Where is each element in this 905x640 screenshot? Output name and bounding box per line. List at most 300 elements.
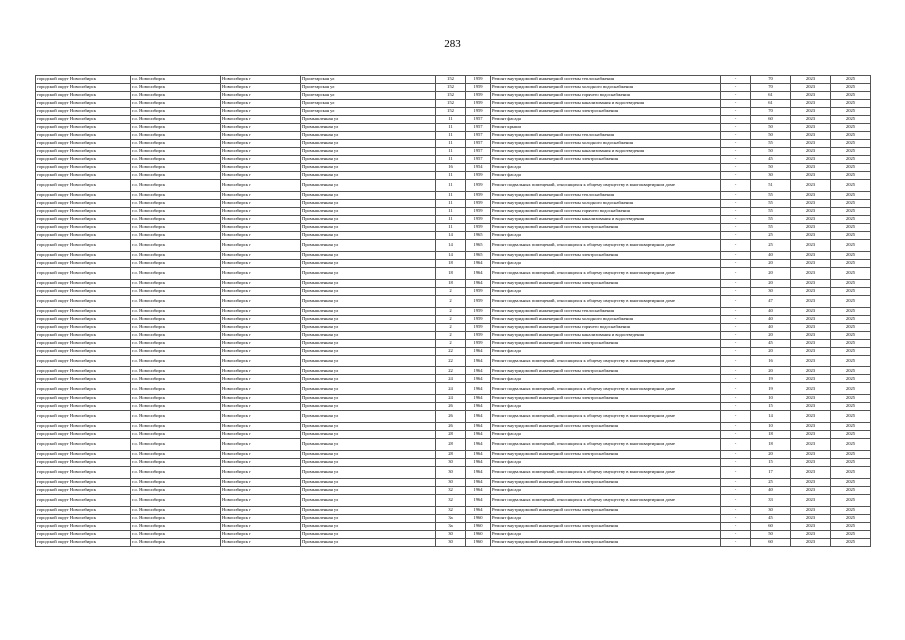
municipal-district-cell: городской округ Новосибирск <box>36 487 131 495</box>
street-cell: Пролетарская ул <box>301 100 436 108</box>
house-number-cell: 11 <box>436 191 466 199</box>
house-number-cell: 14 <box>436 231 466 239</box>
work-type-cell: Ремонт фасада <box>491 164 721 172</box>
start-year-cell: 2023 <box>791 164 831 172</box>
house-number-cell: 26 <box>436 423 466 431</box>
work-type-cell: Ремонт внутридомовой инженерной системы электроснабжения <box>491 367 721 375</box>
build-year-cell: 1964 <box>466 395 491 403</box>
value-cell: 20 <box>751 367 791 375</box>
start-year-cell: 2023 <box>791 403 831 411</box>
end-year-cell: 2025 <box>831 207 871 215</box>
municipal-district-cell: городской округ Новосибирск <box>36 479 131 487</box>
start-year-cell: 2023 <box>791 132 831 140</box>
start-year-cell: 2023 <box>791 295 831 307</box>
work-type-cell: Ремонт внутридомовой инженерной системы горячего водоснабжения <box>491 92 721 100</box>
work-type-cell: Ремонт фасада <box>491 231 721 239</box>
table-row <box>36 439 871 451</box>
end-year-cell: 2025 <box>831 140 871 148</box>
end-year-cell: 2025 <box>831 84 871 92</box>
table-row <box>36 164 871 172</box>
start-year-cell: 2023 <box>791 267 831 279</box>
house-number-cell: 11 <box>436 156 466 164</box>
table-row <box>36 207 871 215</box>
dash-cell: - <box>721 132 751 140</box>
municipal-district-cell: городской округ Новосибирск <box>36 100 131 108</box>
municipal-district-cell: городской округ Новосибирск <box>36 439 131 451</box>
city-cell: Новосибирск г <box>221 231 301 239</box>
street-cell: Пролетарская ул <box>301 84 436 92</box>
house-number-cell: 152 <box>436 108 466 116</box>
municipal-district-cell: городской округ Новосибирск <box>36 403 131 411</box>
end-year-cell: 2025 <box>831 251 871 259</box>
house-number-cell: 30 <box>436 467 466 479</box>
dash-cell: - <box>721 140 751 148</box>
work-type-cell: Ремонт подвальных помещений, относящихся к общему имуществу в многоквартирном доме <box>491 467 721 479</box>
table-row <box>36 295 871 307</box>
start-year-cell: 2023 <box>791 223 831 231</box>
page-number: 283 <box>444 38 461 50</box>
settlement-cell: г.о. Новосибирск <box>131 530 221 538</box>
city-cell: Новосибирск г <box>221 339 301 347</box>
settlement-cell: г.о. Новосибирск <box>131 140 221 148</box>
end-year-cell: 2025 <box>831 239 871 251</box>
house-number-cell: 32 <box>436 487 466 495</box>
house-number-cell: 152 <box>436 84 466 92</box>
table-row <box>36 124 871 132</box>
start-year-cell: 2023 <box>791 530 831 538</box>
value-cell: 14 <box>751 411 791 423</box>
dash-cell: - <box>721 383 751 395</box>
start-year-cell: 2023 <box>791 487 831 495</box>
end-year-cell: 2025 <box>831 530 871 538</box>
work-type-cell: Ремонт внутридомовой инженерной системы электроснабжения <box>491 223 721 231</box>
value-cell: 47 <box>751 295 791 307</box>
city-cell: Новосибирск г <box>221 530 301 538</box>
settlement-cell: г.о. Новосибирск <box>131 383 221 395</box>
settlement-cell: г.о. Новосибирск <box>131 267 221 279</box>
start-year-cell: 2023 <box>791 287 831 295</box>
city-cell: Новосибирск г <box>221 100 301 108</box>
value-cell: 55 <box>751 191 791 199</box>
street-cell: Промышленная ул <box>301 367 436 375</box>
municipal-district-cell: городской округ Новосибирск <box>36 339 131 347</box>
municipal-district-cell: городской округ Новосибирск <box>36 108 131 116</box>
value-cell: 60 <box>751 116 791 124</box>
start-year-cell: 2023 <box>791 323 831 331</box>
city-cell: Новосибирск г <box>221 439 301 451</box>
street-cell: Промышленная ул <box>301 279 436 287</box>
municipal-district-cell: городской округ Новосибирск <box>36 172 131 180</box>
settlement-cell: г.о. Новосибирск <box>131 279 221 287</box>
table-row <box>36 411 871 423</box>
municipal-district-cell: городской округ Новосибирск <box>36 124 131 132</box>
street-cell: Промышленная ул <box>301 307 436 315</box>
house-number-cell: 24 <box>436 395 466 403</box>
value-cell: 33 <box>751 495 791 507</box>
end-year-cell: 2025 <box>831 367 871 375</box>
work-type-cell: Ремонт фасада <box>491 514 721 522</box>
municipal-district-cell: городской округ Новосибирск <box>36 251 131 259</box>
dash-cell: - <box>721 395 751 403</box>
city-cell: Новосибирск г <box>221 375 301 383</box>
end-year-cell: 2025 <box>831 259 871 267</box>
value-cell: 20 <box>751 347 791 355</box>
end-year-cell: 2025 <box>831 287 871 295</box>
municipal-district-cell: городской округ Новосибирск <box>36 140 131 148</box>
value-cell: 10 <box>751 423 791 431</box>
work-type-cell: Ремонт фасада <box>491 530 721 538</box>
house-number-cell: 3а <box>436 522 466 530</box>
city-cell: Новосибирск г <box>221 451 301 459</box>
settlement-cell: г.о. Новосибирск <box>131 156 221 164</box>
value-cell: 20 <box>751 331 791 339</box>
work-type-cell: Ремонт внутридомовой инженерной системы электроснабжения <box>491 279 721 287</box>
street-cell: Промышленная ул <box>301 251 436 259</box>
table-row <box>36 223 871 231</box>
build-year-cell: 1964 <box>466 467 491 479</box>
municipal-district-cell: городской округ Новосибирск <box>36 148 131 156</box>
table-row <box>36 339 871 347</box>
value-cell: 15 <box>751 403 791 411</box>
value-cell: 50 <box>751 148 791 156</box>
city-cell: Новосибирск г <box>221 140 301 148</box>
dash-cell: - <box>721 431 751 439</box>
city-cell: Новосибирск г <box>221 347 301 355</box>
street-cell: Промышленная ул <box>301 375 436 383</box>
street-cell: Промышленная ул <box>301 487 436 495</box>
table-row <box>36 116 871 124</box>
start-year-cell: 2023 <box>791 506 831 514</box>
street-cell: Промышленная ул <box>301 383 436 395</box>
start-year-cell: 2023 <box>791 215 831 223</box>
value-cell: 40 <box>751 251 791 259</box>
build-year-cell: 1965 <box>466 239 491 251</box>
house-number-cell: 2 <box>436 323 466 331</box>
end-year-cell: 2025 <box>831 355 871 367</box>
dash-cell: - <box>721 522 751 530</box>
municipal-district-cell: городской округ Новосибирск <box>36 76 131 84</box>
house-number-cell: 28 <box>436 439 466 451</box>
start-year-cell: 2023 <box>791 92 831 100</box>
house-number-cell: 3а <box>436 514 466 522</box>
end-year-cell: 2025 <box>831 279 871 287</box>
end-year-cell: 2025 <box>831 331 871 339</box>
end-year-cell: 2025 <box>831 451 871 459</box>
value-cell: 20 <box>751 451 791 459</box>
start-year-cell: 2023 <box>791 331 831 339</box>
municipal-district-cell: городской округ Новосибирск <box>36 538 131 546</box>
house-number-cell: 2 <box>436 287 466 295</box>
table-row <box>36 191 871 199</box>
work-type-cell: Ремонт подвальных помещений, относящихся к общему имуществу в многоквартирном доме <box>491 295 721 307</box>
dash-cell: - <box>721 76 751 84</box>
value-cell: 19 <box>751 375 791 383</box>
municipal-district-cell: городской округ Новосибирск <box>36 239 131 251</box>
work-type-cell: Ремонт внутридомовой инженерной системы электроснабжения <box>491 506 721 514</box>
build-year-cell: 1959 <box>466 223 491 231</box>
house-number-cell: 16 <box>436 164 466 172</box>
house-number-cell: 28 <box>436 431 466 439</box>
start-year-cell: 2023 <box>791 140 831 148</box>
work-type-cell: Ремонт внутридомовой инженерной системы горячего водоснабжения <box>491 207 721 215</box>
end-year-cell: 2025 <box>831 395 871 403</box>
municipal-district-cell: городской округ Новосибирск <box>36 92 131 100</box>
municipal-district-cell: городской округ Новосибирск <box>36 347 131 355</box>
build-year-cell: 1959 <box>466 199 491 207</box>
build-year-cell: 1960 <box>466 530 491 538</box>
settlement-cell: г.о. Новосибирск <box>131 395 221 403</box>
end-year-cell: 2025 <box>831 487 871 495</box>
work-type-cell: Ремонт внутридомовой инженерной системы теплоснабжения <box>491 307 721 315</box>
build-year-cell: 1957 <box>466 140 491 148</box>
house-number-cell: 24 <box>436 383 466 395</box>
municipal-district-cell: городской округ Новосибирск <box>36 495 131 507</box>
municipal-district-cell: городской округ Новосибирск <box>36 467 131 479</box>
build-year-cell: 1964 <box>466 347 491 355</box>
start-year-cell: 2023 <box>791 451 831 459</box>
build-year-cell: 1959 <box>466 339 491 347</box>
start-year-cell: 2023 <box>791 84 831 92</box>
build-year-cell: 1964 <box>466 375 491 383</box>
street-cell: Промышленная ул <box>301 522 436 530</box>
work-type-cell: Ремонт внутридомовой инженерной системы канализования и водоотведения <box>491 331 721 339</box>
start-year-cell: 2023 <box>791 514 831 522</box>
municipal-district-cell: городской округ Новосибирск <box>36 223 131 231</box>
start-year-cell: 2023 <box>791 279 831 287</box>
city-cell: Новосибирск г <box>221 403 301 411</box>
settlement-cell: г.о. Новосибирск <box>131 172 221 180</box>
dash-cell: - <box>721 347 751 355</box>
settlement-cell: г.о. Новосибирск <box>131 355 221 367</box>
build-year-cell: 1957 <box>466 124 491 132</box>
value-cell: 60 <box>751 538 791 546</box>
house-number-cell: 11 <box>436 132 466 140</box>
city-cell: Новосибирск г <box>221 506 301 514</box>
dash-cell: - <box>721 339 751 347</box>
end-year-cell: 2025 <box>831 215 871 223</box>
work-type-cell: Ремонт фасада <box>491 116 721 124</box>
dash-cell: - <box>721 124 751 132</box>
dash-cell: - <box>721 191 751 199</box>
value-cell: 16 <box>751 355 791 367</box>
start-year-cell: 2023 <box>791 191 831 199</box>
municipal-district-cell: городской округ Новосибирск <box>36 323 131 331</box>
dash-cell: - <box>721 423 751 431</box>
dash-cell: - <box>721 459 751 467</box>
dash-cell: - <box>721 92 751 100</box>
end-year-cell: 2025 <box>831 506 871 514</box>
start-year-cell: 2023 <box>791 124 831 132</box>
start-year-cell: 2023 <box>791 467 831 479</box>
house-number-cell: 18 <box>436 259 466 267</box>
municipal-district-cell: городской округ Новосибирск <box>36 84 131 92</box>
work-type-cell: Ремонт внутридомовой инженерной системы теплоснабжения <box>491 132 721 140</box>
work-type-cell: Ремонт подвальных помещений, относящихся к общему имуществу в многоквартирном доме <box>491 267 721 279</box>
settlement-cell: г.о. Новосибирск <box>131 323 221 331</box>
start-year-cell: 2023 <box>791 207 831 215</box>
city-cell: Новосибирск г <box>221 279 301 287</box>
table-row <box>36 172 871 180</box>
table-row <box>36 84 871 92</box>
value-cell: 30 <box>751 506 791 514</box>
value-cell: 55 <box>751 199 791 207</box>
municipal-district-cell: городской округ Новосибирск <box>36 331 131 339</box>
build-year-cell: 1965 <box>466 251 491 259</box>
build-year-cell: 1964 <box>466 367 491 375</box>
house-number-cell: 22 <box>436 347 466 355</box>
value-cell: 55 <box>751 140 791 148</box>
municipal-district-cell: городской округ Новосибирск <box>36 191 131 199</box>
municipal-district-cell: городской округ Новосибирск <box>36 132 131 140</box>
city-cell: Новосибирск г <box>221 538 301 546</box>
work-type-cell: Ремонт фасада <box>491 347 721 355</box>
street-cell: Промышленная ул <box>301 215 436 223</box>
build-year-cell: 1964 <box>466 267 491 279</box>
value-cell: 20 <box>751 279 791 287</box>
dash-cell: - <box>721 108 751 116</box>
city-cell: Новосибирск г <box>221 395 301 403</box>
build-year-cell: 1959 <box>466 76 491 84</box>
table-row <box>36 215 871 223</box>
start-year-cell: 2023 <box>791 431 831 439</box>
house-number-cell: 11 <box>436 116 466 124</box>
house-number-cell: 11 <box>436 199 466 207</box>
dash-cell: - <box>721 287 751 295</box>
street-cell: Промышленная ул <box>301 323 436 331</box>
settlement-cell: г.о. Новосибирск <box>131 231 221 239</box>
dash-cell: - <box>721 467 751 479</box>
table-row <box>36 375 871 383</box>
settlement-cell: г.о. Новосибирск <box>131 148 221 156</box>
build-year-cell: 1964 <box>466 383 491 395</box>
end-year-cell: 2025 <box>831 76 871 84</box>
city-cell: Новосибирск г <box>221 199 301 207</box>
work-type-cell: Ремонт внутридомовой инженерной системы теплоснабжения <box>491 191 721 199</box>
end-year-cell: 2025 <box>831 124 871 132</box>
value-cell: 18 <box>751 439 791 451</box>
dash-cell: - <box>721 199 751 207</box>
municipal-district-cell: городской округ Новосибирск <box>36 199 131 207</box>
city-cell: Новосибирск г <box>221 295 301 307</box>
table-row <box>36 140 871 148</box>
end-year-cell: 2025 <box>831 479 871 487</box>
work-type-cell: Ремонт подвальных помещений, относящихся к общему имуществу в многоквартирном доме <box>491 383 721 395</box>
city-cell: Новосибирск г <box>221 215 301 223</box>
house-number-cell: 32 <box>436 506 466 514</box>
municipal-district-cell: городской округ Новосибирск <box>36 231 131 239</box>
settlement-cell: г.о. Новосибирск <box>131 239 221 251</box>
street-cell: Пролетарская ул <box>301 76 436 84</box>
end-year-cell: 2025 <box>831 148 871 156</box>
settlement-cell: г.о. Новосибирск <box>131 411 221 423</box>
start-year-cell: 2023 <box>791 395 831 403</box>
value-cell: 45 <box>751 514 791 522</box>
street-cell: Промышленная ул <box>301 199 436 207</box>
value-cell: 61 <box>751 100 791 108</box>
work-type-cell: Ремонт внутридомовой инженерной системы электроснабжения <box>491 522 721 530</box>
work-type-cell: Ремонт внутридомовой инженерной системы электроснабжения <box>491 451 721 459</box>
build-year-cell: 1959 <box>466 215 491 223</box>
settlement-cell: г.о. Новосибирск <box>131 180 221 192</box>
house-number-cell: 11 <box>436 207 466 215</box>
start-year-cell: 2023 <box>791 495 831 507</box>
city-cell: Новосибирск г <box>221 459 301 467</box>
dash-cell: - <box>721 403 751 411</box>
start-year-cell: 2023 <box>791 375 831 383</box>
build-year-cell: 1959 <box>466 331 491 339</box>
start-year-cell: 2023 <box>791 439 831 451</box>
dash-cell: - <box>721 506 751 514</box>
end-year-cell: 2025 <box>831 315 871 323</box>
house-number-cell: 152 <box>436 100 466 108</box>
city-cell: Новосибирск г <box>221 239 301 251</box>
build-year-cell: 1964 <box>466 423 491 431</box>
street-cell: Промышленная ул <box>301 295 436 307</box>
start-year-cell: 2023 <box>791 76 831 84</box>
end-year-cell: 2025 <box>831 339 871 347</box>
start-year-cell: 2023 <box>791 459 831 467</box>
dash-cell: - <box>721 375 751 383</box>
settlement-cell: г.о. Новосибирск <box>131 116 221 124</box>
value-cell: 55 <box>751 223 791 231</box>
value-cell: 70 <box>751 108 791 116</box>
table-row <box>36 395 871 403</box>
city-cell: Новосибирск г <box>221 116 301 124</box>
dash-cell: - <box>721 207 751 215</box>
work-type-cell: Ремонт внутридомовой инженерной системы электроснабжения <box>491 108 721 116</box>
city-cell: Новосибирск г <box>221 522 301 530</box>
work-type-cell: Ремонт подвальных помещений, относящихся к общему имуществу в многоквартирном доме <box>491 411 721 423</box>
street-cell: Промышленная ул <box>301 506 436 514</box>
dash-cell: - <box>721 148 751 156</box>
house-number-cell: 11 <box>436 180 466 192</box>
street-cell: Промышленная ул <box>301 411 436 423</box>
municipal-district-cell: городской округ Новосибирск <box>36 295 131 307</box>
municipal-district-cell: городской округ Новосибирск <box>36 423 131 431</box>
work-type-cell: Ремонт внутридомовой инженерной системы холодного водоснабжения <box>491 315 721 323</box>
build-year-cell: 1959 <box>466 295 491 307</box>
street-cell: Промышленная ул <box>301 467 436 479</box>
table-row <box>36 287 871 295</box>
dash-cell: - <box>721 315 751 323</box>
work-type-cell: Ремонт внутридомовой инженерной системы холодного водоснабжения <box>491 140 721 148</box>
work-type-cell: Ремонт внутридомовой инженерной системы горячего водоснабжения <box>491 323 721 331</box>
city-cell: Новосибирск г <box>221 132 301 140</box>
city-cell: Новосибирск г <box>221 315 301 323</box>
dash-cell: - <box>721 411 751 423</box>
settlement-cell: г.о. Новосибирск <box>131 538 221 546</box>
street-cell: Промышленная ул <box>301 403 436 411</box>
settlement-cell: г.о. Новосибирск <box>131 451 221 459</box>
start-year-cell: 2023 <box>791 116 831 124</box>
settlement-cell: г.о. Новосибирск <box>131 506 221 514</box>
settlement-cell: г.о. Новосибирск <box>131 439 221 451</box>
settlement-cell: г.о. Новосибирск <box>131 215 221 223</box>
house-number-cell: 24 <box>436 375 466 383</box>
start-year-cell: 2023 <box>791 199 831 207</box>
table-row <box>36 231 871 239</box>
house-number-cell: 22 <box>436 367 466 375</box>
dash-cell: - <box>721 84 751 92</box>
end-year-cell: 2025 <box>831 459 871 467</box>
table-row <box>36 251 871 259</box>
table-row <box>36 315 871 323</box>
settlement-cell: г.о. Новосибирск <box>131 367 221 375</box>
municipal-district-cell: городской округ Новосибирск <box>36 367 131 375</box>
work-type-cell: Ремонт внутридомовой инженерной системы канализования и водоотведения <box>491 148 721 156</box>
municipal-district-cell: городской округ Новосибирск <box>36 451 131 459</box>
value-cell: 50 <box>751 530 791 538</box>
